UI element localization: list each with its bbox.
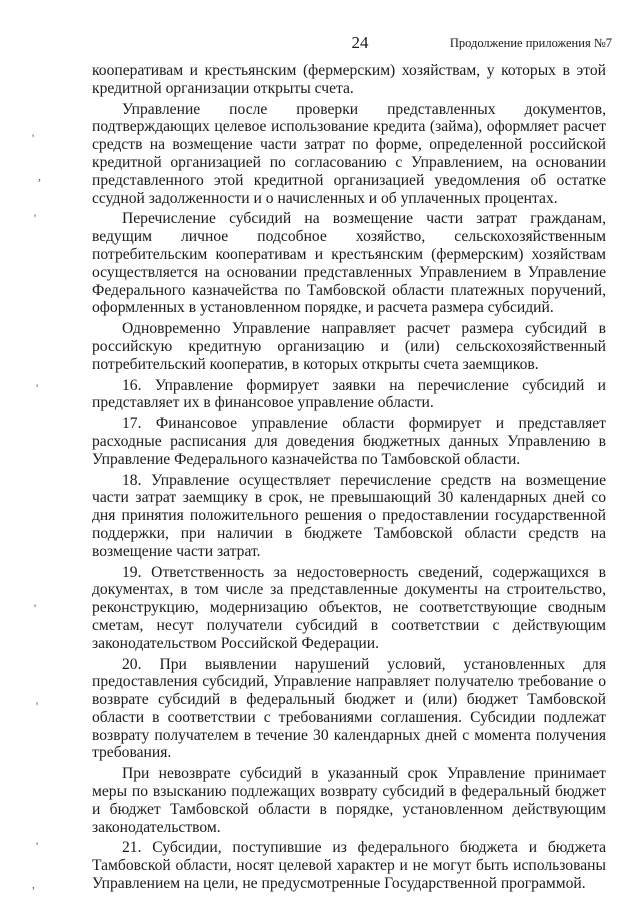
paragraph-3: Перечисление субсидий на возмещение части затрат гражданам, ведущим личное подсобное хозяйство, сельскохозяйственным потребительским кооперативам и крестьянским (фермерским) хозяйствам осуществляется на основании представленных Управлением в Управление Федерального казначейства по Тамбовской области платежных поручений, оформленных в установленном порядке, и расчета размера субсидий. <box>92 210 606 317</box>
paragraph-19: 19. Ответственность за недостоверность сведений, содержащихся в документах, в том числе за представленные документы на строительство, реконструкцию, модернизацию объектов, не соответствующие сводным сметам, несут получатели субсидий в соответствии с действующим законодательством Российской Федерации. <box>92 563 606 652</box>
scan-speck: ' <box>32 131 35 145</box>
paragraph-18: 18. Управление осуществляет перечисление средств на возмещение части затрат заемщику в срок, не превышающий 30 календарных дней со дня принятия положительного решения о предоставлении государственной поддержки, при наличии в бюджете Тамбовской области средств на возмещение части затрат. <box>92 471 606 560</box>
page-number: 24 <box>351 33 369 52</box>
paragraph-4: Одновременно Управление направляет расчет размера субсидий в российскую кредитную организацию и (или) сельскохозяйственный потребительский кооператив, в которых открыты счета заемщиков. <box>92 320 606 373</box>
scan-speck: ' <box>34 601 37 615</box>
scan-speck: ' <box>34 211 37 225</box>
scan-speck: , <box>32 877 35 891</box>
scan-speck: ' <box>36 839 39 853</box>
appendix-continuation-label: Продолжение приложения №7 <box>449 36 612 50</box>
scan-speck: ' <box>36 699 39 713</box>
paragraph-2: Управление после проверки представленных документов, подтверждающих целевое использование кредита (займа), оформляет расчет средств на возмещение части затрат по форме, определенной российской кредитной организацией по согласованию с Управлением, на основании представленного этой кредитной организацией уведомления об остатке ссудной задолженности и о начисленных и об уплаченных процентах. <box>92 100 606 207</box>
paragraph-1: кооперативам и крестьянским (фермерским) хозяйствам, у которых в этой кредитной организации открыты счета. <box>92 62 606 97</box>
paragraph-20: 20. При выявлении нарушений условий, установленных для предоставления субсидий, Управление направляет получателю требование о возврате субсидий в федеральный бюджет и (или) бюджет Тамбовской области в соответствии с требованиями соглашения. Субсидии подлежат возврату получателем в течение 30 календарных дней с момента получения требования. <box>92 655 606 762</box>
paragraph-21: 21. Субсидии, поступившие из федерального бюджета и бюджета Тамбовской области, носят целевой характер и не могут быть использованы Управлением на цели, не предусмотренные Государственной программой. <box>92 839 606 893</box>
scan-speck: , <box>38 169 41 183</box>
paragraph-20-continued: При невозврате субсидий в указанный срок Управление принимает меры по взысканию подлежащих возврату субсидий в федеральный бюджет и бюджет Тамбовской области в порядке, установленном действующим законодательством. <box>92 765 606 836</box>
document-body <box>92 62 606 896</box>
paragraph-17: 17. Финансовое управление области формирует и представляет расходные расписания для доведения бюджетных данных Управлению в Управление Федерального казначейства по Тамбовской области. <box>92 415 606 468</box>
scan-speck: ' <box>36 381 39 395</box>
paragraph-16: 16. Управление формирует заявки на перечисление субсидий и представляет их в финансовое управление области. <box>92 376 606 412</box>
